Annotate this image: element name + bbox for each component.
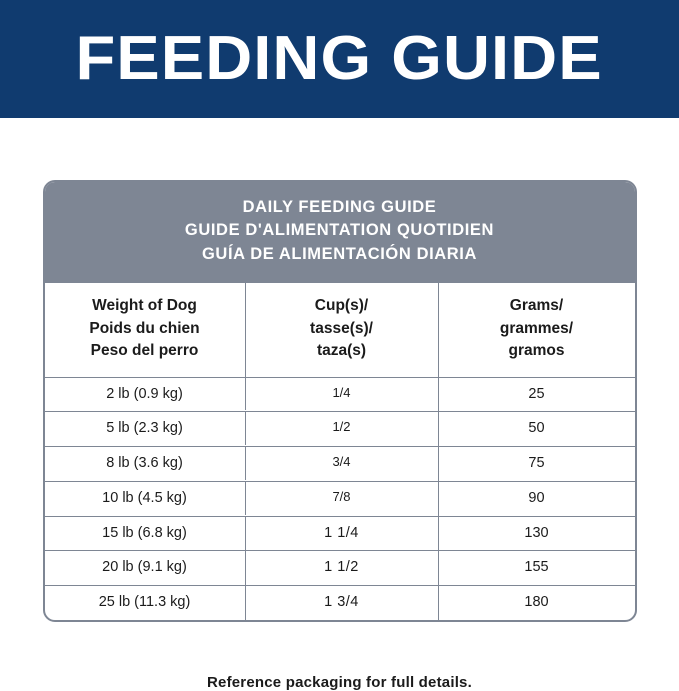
- feeding-table-wrapper: [43, 180, 637, 622]
- column-header-cups: [245, 283, 438, 376]
- table-title-line-en: DAILY FEEDING GUIDE: [242, 198, 437, 216]
- column-header-grams: [438, 283, 635, 376]
- cell-weight: 15 lb (6.8 kg): [102, 524, 187, 541]
- feeding-table: [43, 180, 637, 622]
- table-row: [45, 377, 635, 412]
- table-row: [45, 446, 635, 481]
- column-header-weight-en: Weight of Dog: [92, 297, 197, 315]
- table-title-block: [45, 182, 635, 282]
- column-header-grams-en: Grams/: [509, 297, 564, 315]
- cell-weight: 25 lb (11.3 kg): [98, 594, 191, 611]
- cell-grams: 130: [438, 517, 635, 551]
- cell-cups: 1 1/2: [245, 551, 438, 585]
- column-header-weight: [45, 283, 245, 376]
- column-header-grams-es: gramos: [508, 342, 565, 360]
- column-header-cups-en: Cup(s)/: [314, 297, 369, 315]
- table-row: [45, 481, 635, 516]
- column-header-grams-fr: grammes/: [499, 319, 574, 337]
- cell-weight: 10 lb (4.5 kg): [102, 489, 187, 506]
- table-row: [45, 516, 635, 551]
- table-row: [45, 585, 635, 620]
- table-title-line-es: GUÍA DE ALIMENTACIÓN DIARIA: [202, 244, 477, 263]
- cell-grams: 75: [438, 447, 635, 481]
- cell-cups: 1/2: [245, 411, 438, 445]
- cell-grams: 25: [438, 378, 635, 412]
- cell-cups: 3/4: [245, 446, 438, 480]
- page-title: FEEDING GUIDE: [75, 24, 604, 93]
- cell-cups: 1/4: [245, 377, 438, 411]
- table-title-line-fr: GUIDE D'ALIMENTATION QUOTIDIEN: [184, 221, 495, 240]
- table-header-row: [45, 282, 635, 376]
- cell-cups: 1 3/4: [245, 586, 438, 620]
- header-banner: [0, 0, 679, 118]
- cell-cups: 1 1/4: [245, 517, 438, 551]
- column-header-weight-fr: Poids du chien: [89, 319, 200, 337]
- cell-grams: 155: [438, 551, 635, 585]
- cell-cups: 7/8: [245, 481, 438, 515]
- cell-weight: 2 lb (0.9 kg): [106, 385, 183, 402]
- cell-grams: 50: [438, 412, 635, 446]
- footer-note: Reference packaging for full details.: [207, 673, 472, 691]
- table-row: [45, 411, 635, 446]
- cell-grams: 90: [438, 482, 635, 516]
- cell-grams: 180: [438, 586, 635, 620]
- table-row: [45, 550, 635, 585]
- column-header-cups-fr: tasse(s)/: [310, 319, 373, 337]
- cell-weight: 20 lb (9.1 kg): [102, 559, 187, 576]
- column-header-cups-es: taza(s): [316, 342, 367, 360]
- column-header-weight-es: Peso del perro: [90, 342, 199, 360]
- cell-weight: 5 lb (2.3 kg): [106, 420, 183, 437]
- cell-weight: 8 lb (3.6 kg): [106, 455, 183, 472]
